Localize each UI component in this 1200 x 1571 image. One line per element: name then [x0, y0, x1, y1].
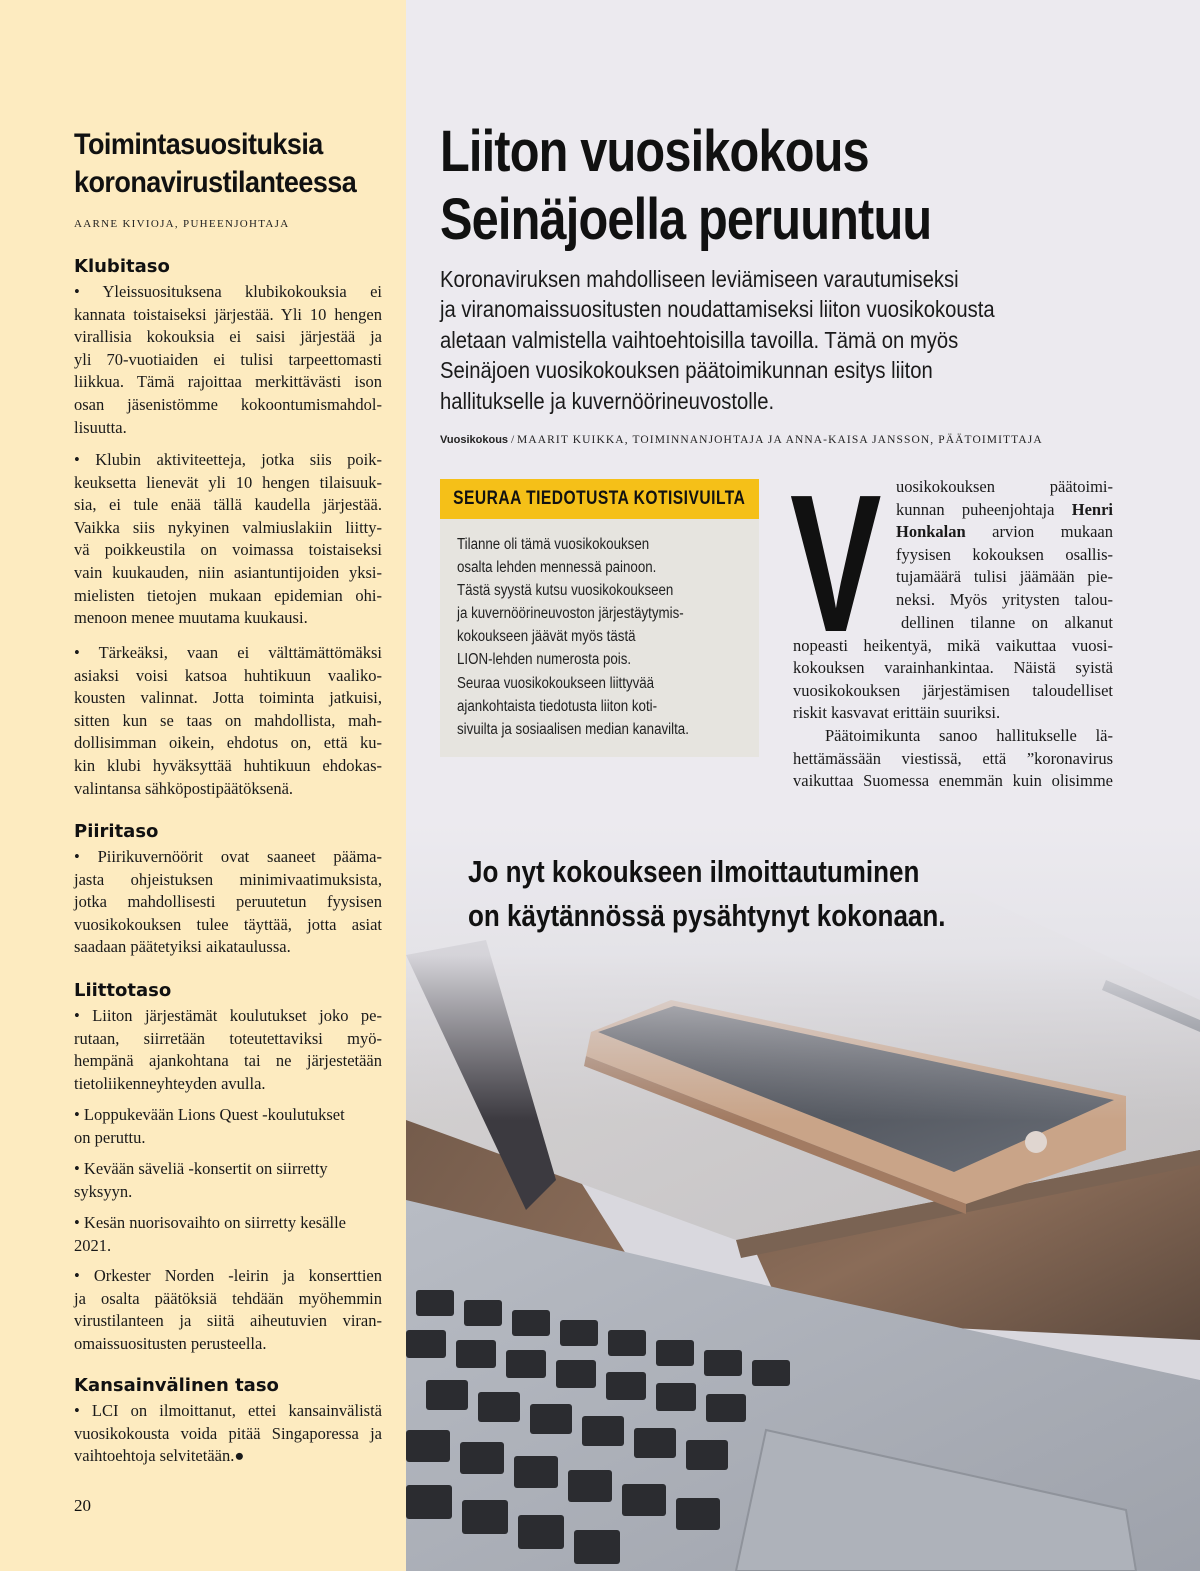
- sidebar-paragraph: • Liiton järjestämät koulutukset joko pe- rutaan, siirretään toteutettaviksi myö- hempänä ajankohtana tai ne järjestetään tietoliikenneyhteyden avulla.: [74, 1006, 382, 1093]
- info-box-paragraph: Tilanne oli tämä vuosikokouksen osalta lehden mennessä painoon. Tästä syystä kutsu vuosikokoukseen ja kuvernöörineuvoston järjestäytymis- kokoukseen jäävät myös tästä LION-lehden numerosta pois.: [457, 536, 684, 668]
- info-box-heading: SEURAA TIEDOTUSTA KOTISIVUILTA: [440, 479, 759, 519]
- info-box: [440, 479, 759, 757]
- page-number: 20: [74, 1496, 91, 1515]
- article-byline: [440, 434, 1043, 446]
- info-box-paragraph: Seuraa vuosikokoukseen liittyvää ajankohtaista tiedotusta liiton koti- sivuilta ja sosiaalisen median kanavilta.: [457, 675, 689, 738]
- pull-quote: Jo nyt kokoukseen ilmoittautuminen on käytännössä pysähtynyt kokonaan.: [468, 854, 946, 933]
- sidebar-paragraph: • Kesän nuorisovaihto on siirretty kesälle 2021.: [74, 1213, 347, 1255]
- sidebar-paragraph: • Piirikuvernöörit ovat saaneet pääma- jasta ohjeistuksen minimivaatimuksista, jotka mahdollisesti peruutetun fyysisen vuosikokouksen tulee täyttää, jotta asiat saadaan päätetyiksi aikataulussa.: [74, 847, 382, 957]
- sidebar-paragraph: • Klubin aktiviteetteja, jotka siis poik- keuksetta lienevät yli 10 hengen tilaisuuk- sia, ei tule enää tällä kaudella järjestää. Vaikka siis nykyinen valmiuslakiin liitty- vä poikkeustila on voimassa toistaiseksi vain kuukauden, niin asiantuntijoiden yksi- mielisten tietojen mukaan epidemian ohi- menoon menee muutama kuukausi.: [74, 450, 382, 628]
- byline-authors: MAARIT KUIKKA, TOIMINNANJOHTAJA JA ANNA-KAISA JANSSON, PÄÄTOIMITTAJA: [517, 434, 1043, 446]
- sidebar-paragraph: • Loppukevään Lions Quest -koulutukset on peruttu.: [74, 1105, 345, 1147]
- sidebar-paragraph: • LCI on ilmoittanut, ettei kansainvälistä vuosikokousta voida pitää Singaporessa ja vaihtoehtoja selvitetään.●: [74, 1401, 382, 1466]
- sidebar-paragraph: • Yleissuosituksena klubikokouksia ei kannata toistaiseksi järjestää. Yli 10 hengen virallisia kokouksia ei saisi järjestää ja yli 70-vuotiaiden ei tulisi tarpeettomasti liikkua. Tämä rajoittaa merkittävästi ison osan jäsenistömme kokoontumismahdol- lisuutta.: [74, 282, 382, 437]
- section-heading-kansainvalinen: Kansainvälinen taso: [74, 1375, 279, 1396]
- section-heading-klubitaso: Klubitaso: [74, 256, 170, 277]
- sidebar-panel: [0, 0, 406, 1571]
- sidebar-byline: AARNE KIVIOJA, PUHEENJOHTAJA: [74, 218, 290, 230]
- section-heading-piiritaso: Piiritaso: [74, 821, 159, 842]
- byline-tag: Vuosikokous: [440, 434, 509, 446]
- article-lead: Koronaviruksen mahdolliseen leviämiseen varautumiseksi ja viranomaissuositusten noudattamiseksi liiton vuosikokousta aletaan valmistella vaihtoehtoisilla tavoilla. Tämä on myös Seinäjoen vuosikokouksen päätoimikunnan esitys liiton hallitukselle ja kuvernöörineuvostolle.: [440, 266, 995, 414]
- article-body: dellinen tilanne on alkanut nopeasti heikentyä, mikä vaikuttaa vuosi- kokouksen varainhankintaa. Näistä syistä vuosikokouksen järjestämisen taloudelliset riskit kasvavat erittäin suuriksi. Päätoimikunta sanoo hallitukselle lä- hettämässään viestissä, että ”koronavirus vaikuttaa Suomessa enemmän kuin olisimme: [793, 613, 1113, 791]
- sidebar-paragraph: • Tärkeäksi, vaan ei välttämättömäksi asiaksi voisi katsoa huhtikuun vaaliko- kousten valinnat. Jotta toiminta jatkuisi, sitten kun se taas on mahdollista, mah- dollisimman oikein, ehdotus on, että ku- kin klubi hyväksyttää huhtikuun ehdokas- valintansa sähköpostipäätöksenä.: [74, 643, 382, 798]
- section-heading-liittotaso: Liittotaso: [74, 980, 172, 1001]
- drop-cap: V: [790, 454, 882, 673]
- byline-separator: /: [508, 434, 518, 446]
- sidebar-paragraph: • Orkester Norden -leirin ja konserttien ja osalta päätöksiä tehdään myöhemmin virustilanteen ja siitä aiheutuvien viran- omaissuositusten perusteella.: [74, 1266, 382, 1353]
- article-title: Liiton vuosikokous Seinäjoella peruuntuu: [440, 119, 932, 252]
- article-body-wrapped: uosikokouksen päätoimi- kunnan puheenjohtaja Henri Honkalan arvion mukaan fyysisen kokouksen osallis- tujamäärä tulisi jäämään pie- neksi. Myös yritysten talou-: [896, 477, 1113, 609]
- sidebar-title: Toimintasuosituksia koronavirustilanteessa: [74, 128, 357, 199]
- sidebar-paragraph: • Kevään säveliä -konsertit on siirretty syksyyn.: [74, 1159, 328, 1201]
